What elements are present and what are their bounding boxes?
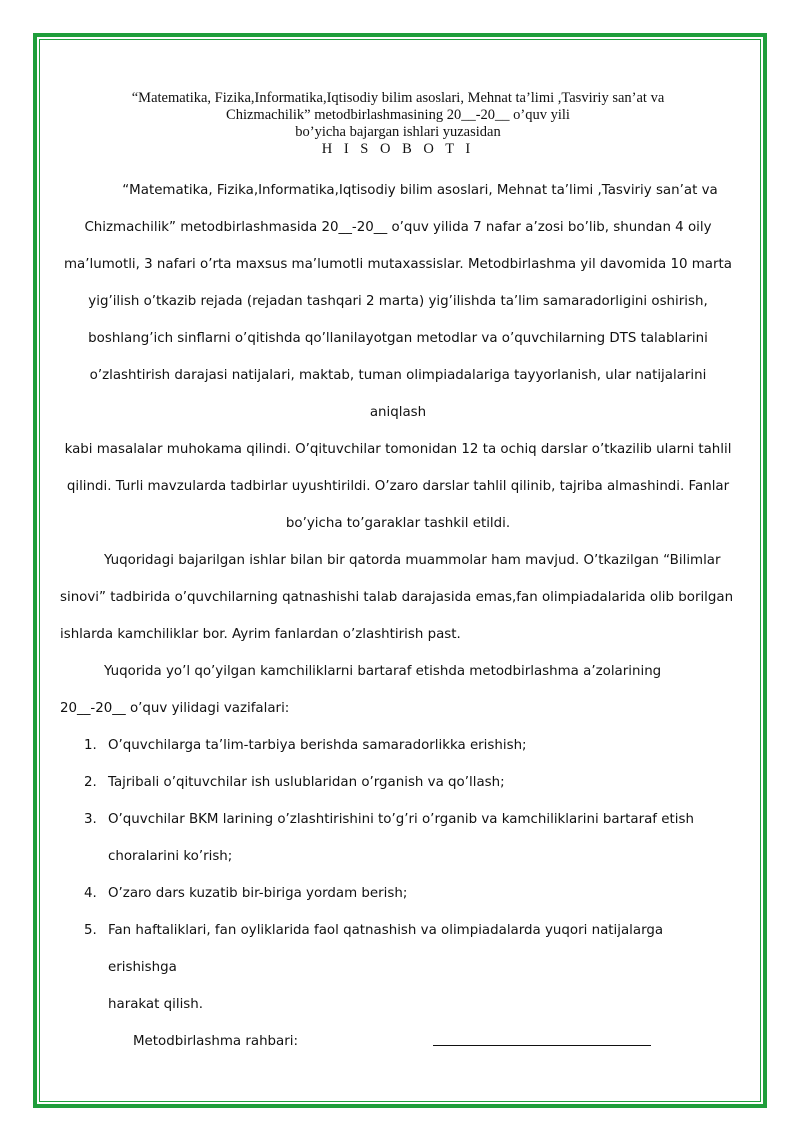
paragraph-line: Yuqorida yo’l qo’yilgan kamchiliklarni bartaraf etishda metodbirlashma a’zolarining [104,664,662,679]
signature-row [60,1023,736,1060]
heading-line-3: bo’yicha bajargan ishlari yuzasidan [295,124,501,140]
paragraph-line: kabi masalalar muhokama qilindi. O’qituvchilar tomonidan 12 ta ochiq darslar o’tkazilib ularni tahlil [64,442,732,457]
paragraph-line: o’zlashtirish darajasi natijalari, maktab, tuman olimpiadalariga tayyorlanish, ular natijalarini aniqlash [89,368,707,420]
list-item: 2. Tajribali o’qituvchilar ish uslublaridan o’rganish va qo’llash; [84,775,505,790]
paragraph-line: Yuqoridagi bajarilgan ishlar bilan bir qatorda muammolar ham mavjud. O’tkazilgan “Bilimlar [104,553,721,568]
signature-label: Metodbirlashma rahbari: [133,1034,298,1049]
paragraph-line: Chizmachilik” metodbirlashmasida 20__-20__ o’quv yilida 7 nafar a’zosi bo’lib, shundan 4 oily [84,220,712,235]
document-page [60,90,736,1060]
paragraph-line: yig’ilish o’tkazib rejada (rejadan tashqari 2 marta) yig’ilishda ta’lim samaradorligini oshirish, [88,294,708,309]
paragraph-summary [60,172,736,542]
paragraph-line: sinovi” tadbirida o’quvchilarning qatnashishi talab darajasida emas,fan olimpiadalarida olib borilgan [60,590,734,605]
list-item: 1. O’quvchilarga ta’lim-tarbiya berishda samaradorlikka erishish; [84,738,527,753]
paragraph-line: qilindi. Turli mavzularda tadbirlar uyushtirildi. O’zaro darslar tahlil qilinib, tajriba almashindi. Fanlar [66,479,730,494]
paragraph-line: “Matematika, Fizika,Informatika,Iqtisodiy bilim asoslari, Mehnat ta’limi ,Tasviriy san’at va [122,183,718,198]
paragraph-line: ma’lumotli, 3 nafari o’rta maxsus ma’lumotli mutaxassislar. Metodbirlashma yil davomida 10 marta [64,257,732,272]
paragraph-line: ishlarda kamchiliklar bor. Ayrim fanlardan o’zlashtirish past. [60,627,461,642]
report-heading [60,90,736,158]
list-item: 4. O’zaro dars kuzatib bir-biriga yordam berish; [84,886,408,901]
list-item: 3. O’quvchilar BKM larining o’zlashtirishini to’g’ri o’rganib va kamchiliklarini bartaraf etish choralarini ko’rish; [84,812,694,864]
signature-line [433,1023,651,1046]
paragraph-line: 20__-20__ o’quv yilidagi vazifalari: [60,701,290,716]
paragraph-tasks-intro [60,653,736,727]
paragraph-problems [60,542,736,653]
heading-line-1: “Matematika, Fizika,Informatika,Iqtisodiy bilim asoslari, Mehnat ta’limi ,Tasviriy san’at va [131,90,665,106]
heading-title: H I S O B O T I [321,141,475,157]
paragraph-line: boshlang’ich sinflarni o’qitishda qo’llanilayotgan metodlar va o’quvchilarning DTS talablarini [88,331,708,346]
heading-line-2: Chizmachilik” metodbirlashmasining 20__-20__ o’quv yili [226,107,570,123]
list-item: 5. Fan haftaliklari, fan oyliklarida faol qatnashish va olimpiadalarda yuqori natijalarga erishishga harakat qilish. [84,923,664,1012]
tasks-list [60,727,736,1023]
paragraph-line: bo’yicha to’garaklar tashkil etildi. [285,516,511,531]
